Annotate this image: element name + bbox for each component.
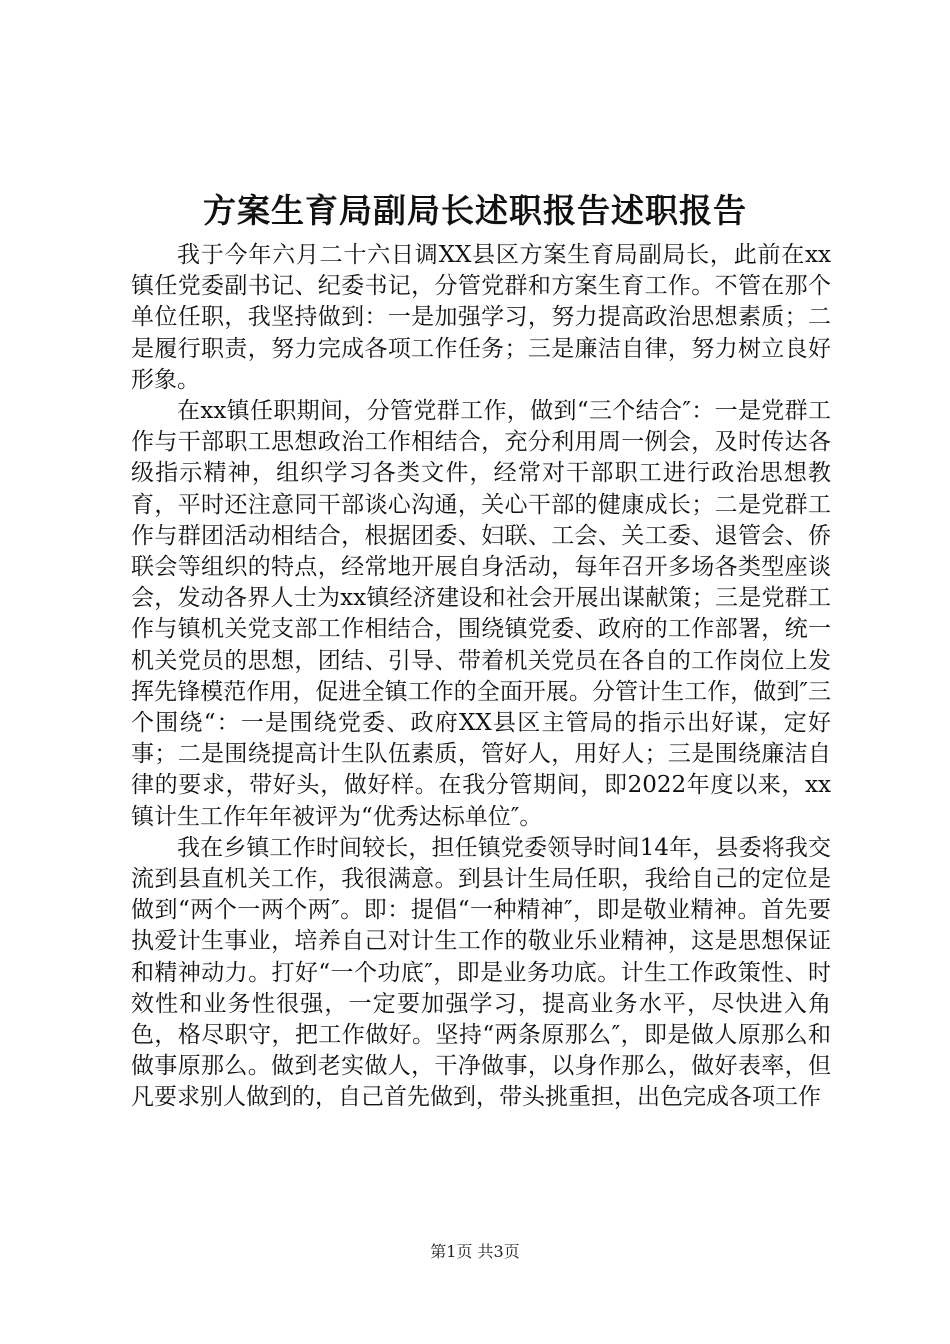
- paragraph-1: 我于今年六月二十六日调XX县区方案生育局副局长，此前在xx镇任党委副书记、纪委书记，分管党群和方案生育工作。不管在那个单位任职，我坚持做到：一是加强学习，努力提高政治思想素质；二是履行职责，努力完成各项工作任务；三是廉洁自律，努力树立良好形象。: [131, 242, 831, 393]
- document-body: [131, 240, 831, 1114]
- document-title: 方案生育局副局长述职报告述职报告: [203, 191, 747, 230]
- paragraph-2: 在xx镇任职期间，分管党群工作，做到“三个结合″：一是党群工作与干部职工思想政治工作相结合，充分利用周一例会，及时传达各级指示精神，组织学习各类文件，经常对干部职工进行政治思想教育，平时还注意同干部谈心沟通，关心干部的健康成长；二是党群工作与群团活动相结合，根据团委、妇联、工会、关工委、退管会、侨联会等组织的特点，经常地开展自身活动，每年召开多场各类型座谈会，发动各界人士为xx镇经济建设和社会开展出谋献策；三是党群工作与镇机关党支部工作相结合，围绕镇党委、政府的工作部署，统一机关党员的思想，团结、引导、带着机关党员在各自的工作岗位上发挥先锋模范作用，促进全镇工作的全面开展。分管计生工作，做到″三个围绕“：一是围绕党委、政府XX县区主管局的指示出好谋，定好事；二是围绕提高计生队伍素质，管好人，用好人；三是围绕廉洁自律的要求，带好头，做好样。在我分管期间，即2022年度以来，xx镇计生工作年年被评为“优秀达标单位″。: [131, 398, 831, 830]
- page-footer: 第1页 共3页: [430, 1242, 520, 1261]
- paragraph-3: 我在乡镇工作时间较长，担任镇党委领导时间14年，县委将我交流到县直机关工作，我很满意。到县计生局任职，我给自己的定位是做到“两个一两个两″。即：提倡“一种精神″，即是敬业精神。首先要执爱计生事业，培养自己对计生工作的敬业乐业精神，这是思想保证和精神动力。打好“一个功底″，即是业务功底。计生工作政策性、时效性和业务性很强，一定要加强学习，提高业务水平，尽快进入角色，格尽职守，把工作做好。坚持“两条原那么″，即是做人原那么和做事原那么。做到老实做人，干净做事，以身作那么，做好表率，但凡要求别人做到的，自己首先做到，带头挑重担，出色完成各项工作: [131, 834, 831, 1111]
